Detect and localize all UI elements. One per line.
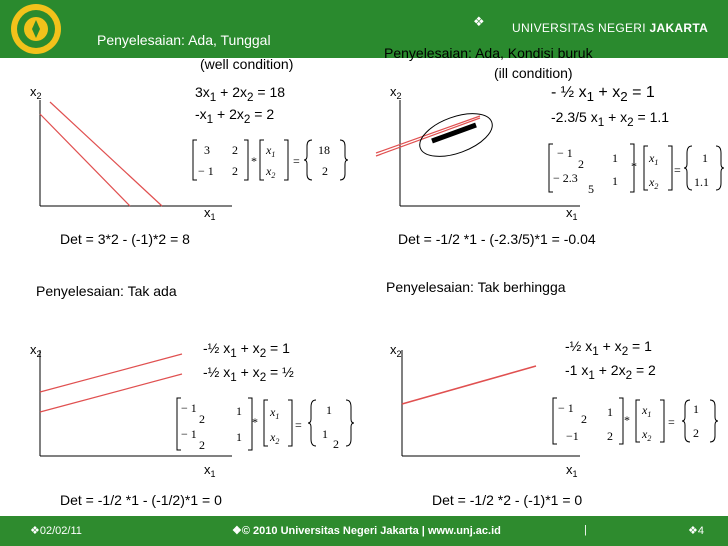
svg-text:− 1: − 1 [558,401,574,415]
svg-text:2: 2 [693,426,699,440]
panel-2-eq1: - ½ $x_1 + x_2 = 1$ [551,84,655,105]
panel-2-title: Penyelesaian: Ada, Kondisi buruk [384,45,593,61]
panel-3-eq1: -½ $x_1 + x_2 = 1$ [203,340,290,360]
footer-copyright: ❖© 2010 Universitas Negeri Jakarta | www.unj.ac.id [232,525,501,537]
svg-text:− 2.3: − 2.3 [553,171,578,185]
svg-text:x2: $x_2$ [266,164,276,180]
panel-1-axis-x: $x_1$ [204,205,216,222]
matrix-1 [193,140,348,180]
panel-3-axis-y: $x_2$ [30,342,42,359]
panel-3-eq2: -½ $x_1 + x_2$ = ½ [203,364,294,384]
footer-bar [0,516,728,546]
svg-text:1: 1 [236,404,242,418]
svg-text:− 1: − 1 [181,401,197,415]
footer-date: ❖02/02/11 [30,525,82,537]
svg-text:− 1: − 1 [198,164,214,178]
svg-text:*: * [631,159,637,173]
svg-text:1: 1 [612,151,618,165]
svg-text:*: * [251,154,257,168]
svg-text:1: 1 [612,174,618,188]
panel-4-axis-y: $x_2$ [390,342,402,359]
svg-text:2: 2 [199,438,205,452]
panel-1-subtitle: (well condition) [200,56,294,72]
svg-text:1: 1 [322,427,328,441]
svg-text:x1: $x_1$ [266,143,276,159]
matrix-4 [553,398,718,444]
svg-text:1: 1 [702,151,708,165]
panel-1-eq2: $-x_1 + 2x_2 = 2$ [195,106,275,126]
svg-text:1: 1 [607,405,613,419]
svg-text:x1: $x_1$ [649,151,659,167]
panel-4-eq2: -1 $x_1 + 2x_2 = 2$ [565,362,656,382]
panel-4-axis-x: $x_1$ [566,462,578,479]
panel-2-subtitle: (ill condition) [494,65,573,81]
svg-text:x1: $x_1$ [642,403,652,419]
panel-1-det: Det = 3*2 - (-1)*2 = 8 [60,231,190,247]
svg-text:=: = [674,163,681,177]
svg-text:− 1: − 1 [557,146,573,160]
matrix-2 [549,144,724,196]
panel-3-axis-x: $x_1$ [204,462,216,479]
svg-text:2: 2 [333,437,339,451]
matrix-3 [177,398,354,452]
svg-text:*: * [624,413,630,427]
line-eq2 [50,102,162,206]
svg-text:3: 3 [204,143,210,157]
svg-text:=: = [668,415,675,429]
panel-1-eq1: $3x_1 + 2x_2 = 18$ [195,84,286,104]
svg-text:x2: $x_2$ [649,175,659,191]
svg-text:*: * [252,415,258,429]
svg-text:2: 2 [578,157,584,171]
svg-text:2: 2 [232,143,238,157]
panel-3-det: Det = -1/2 *1 - (-1/2)*1 = 0 [60,492,222,508]
panel-2-eq2: -2.3/5 $x_1 + x_2 = 1.1$ [551,109,670,129]
svg-text:2: 2 [581,412,587,426]
panel-4-eq1: -½ $x_1 + x_2 = 1$ [565,338,652,358]
svg-text:=: = [295,418,302,432]
svg-text:18: 18 [318,143,330,157]
svg-text:1: 1 [236,430,242,444]
svg-text:2: 2 [607,429,613,443]
svg-text:2: 2 [199,412,205,426]
svg-text:1: 1 [326,403,332,417]
footer-separator: | [584,524,587,536]
line-eq1 [40,114,130,206]
svg-text:−1: −1 [566,429,579,443]
panel-4-det: Det = -1/2 *2 - (-1)*1 = 0 [432,492,583,508]
panel-2-axis-y: $x_2$ [390,84,402,101]
svg-text:5: 5 [588,182,594,196]
svg-text:1: 1 [693,402,699,416]
svg-text:x2: $x_2$ [642,427,652,443]
svg-text:− 1: − 1 [181,427,197,441]
university-name: UNIVERSITAS NEGERI JAKARTA [512,21,709,35]
panel-1-axis-y: $x_2$ [30,84,42,101]
panel-1-title: Penyelesaian: Ada, Tunggal [97,32,271,48]
footer-page-number: ❖4 [688,525,704,537]
svg-text:=: = [293,154,300,168]
svg-text:2: 2 [232,164,238,178]
svg-text:1.1: 1.1 [694,175,709,189]
svg-text:x1: $x_1$ [270,405,280,421]
diamond-bullet-icon: ❖ [473,14,485,29]
panel-3-title: Penyelesaian: Tak ada [36,283,177,299]
svg-text:x2: $x_2$ [270,430,280,446]
svg-text:2: 2 [322,164,328,178]
panel-2-det: Det = -1/2 *1 - (-2.3/5)*1 = -0.04 [398,231,596,247]
panel-4-title: Penyelesaian: Tak berhingga [386,279,566,295]
panel-2-axis-x: $x_1$ [566,205,578,222]
